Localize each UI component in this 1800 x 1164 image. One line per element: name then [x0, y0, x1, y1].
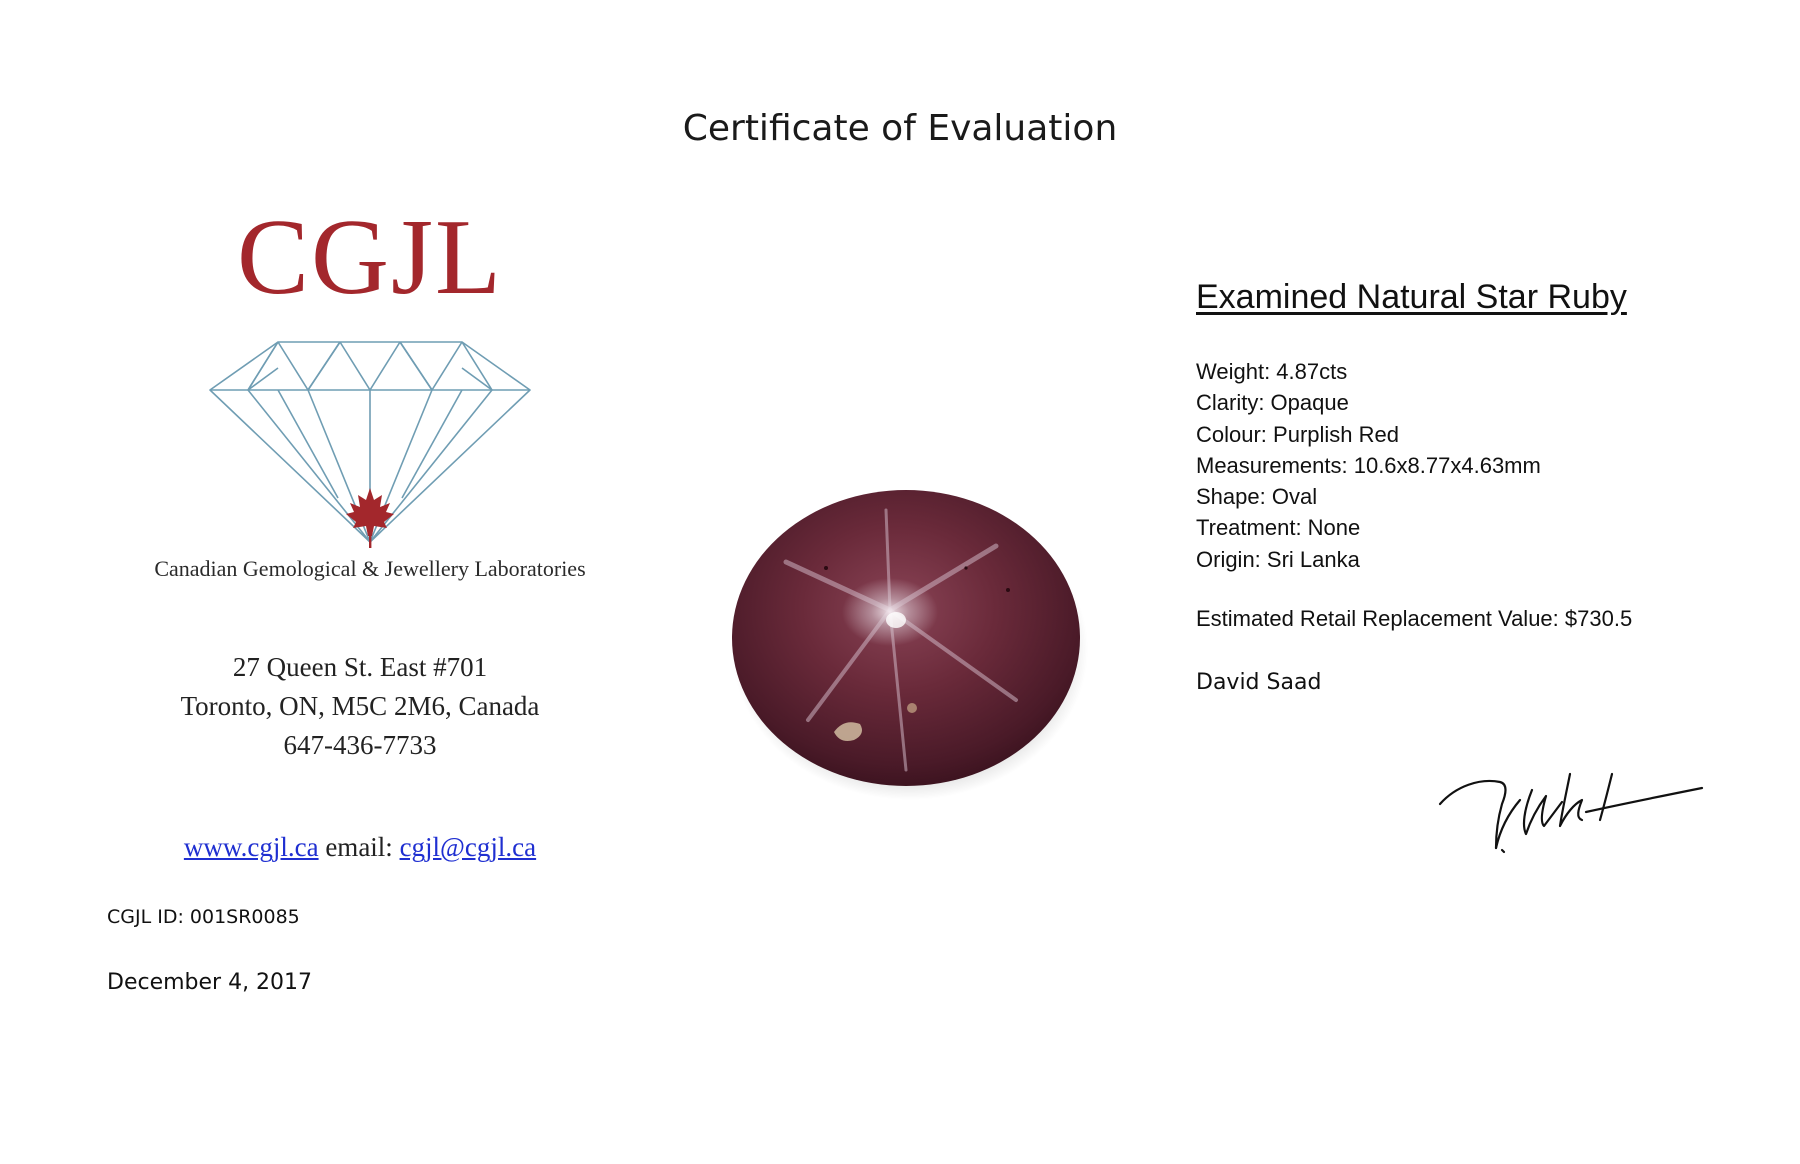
address-line-1: 27 Queen St. East #701: [232, 652, 488, 682]
lab-address: [110, 648, 610, 765]
spec-weight: Weight: 4.87cts: [1196, 359, 1348, 384]
spec-list: [1196, 356, 1541, 575]
certificate-date: December 4, 2017: [107, 970, 313, 995]
spec-clarity: Clarity: Opaque: [1196, 390, 1349, 416]
lab-name: Canadian Gemological & Jewellery Laboratories: [154, 556, 586, 581]
certificate-id: CGJL ID: 001SR0085: [107, 906, 300, 928]
email-link[interactable]: cgjl@cgjl.ca: [399, 832, 537, 862]
page-title: Certificate of Evaluation: [682, 108, 1118, 149]
handwritten-signature: [1436, 760, 1706, 860]
spec-treatment: Treatment: None: [1196, 515, 1361, 541]
spec-shape: Shape: Oval: [1196, 484, 1318, 510]
spec-origin: Origin: Sri Lanka: [1196, 546, 1360, 572]
examiner-name: David Saad: [1196, 670, 1322, 695]
address-line-2: Toronto, ON, M5C 2M6, Canada: [180, 691, 540, 721]
exam-heading: Examined Natural Star Ruby: [1196, 278, 1627, 316]
diamond-with-maple-leaf-icon: [208, 338, 532, 548]
email-label: email:: [325, 832, 393, 862]
star-ruby-photo: [716, 470, 1096, 800]
contact-line: [110, 832, 610, 863]
spec-colour: Colour: Purplish Red: [1196, 421, 1399, 447]
spec-measurements: Measurements: 10.6x8.77x4.63mm: [1196, 452, 1541, 478]
website-link[interactable]: www.cgjl.ca: [183, 832, 319, 862]
retail-value: Estimated Retail Replacement Value: $730.5: [1196, 606, 1633, 631]
phone-number: 647-436-7733: [283, 730, 437, 760]
cgjl-logo-wordmark: CGJL: [236, 198, 504, 317]
